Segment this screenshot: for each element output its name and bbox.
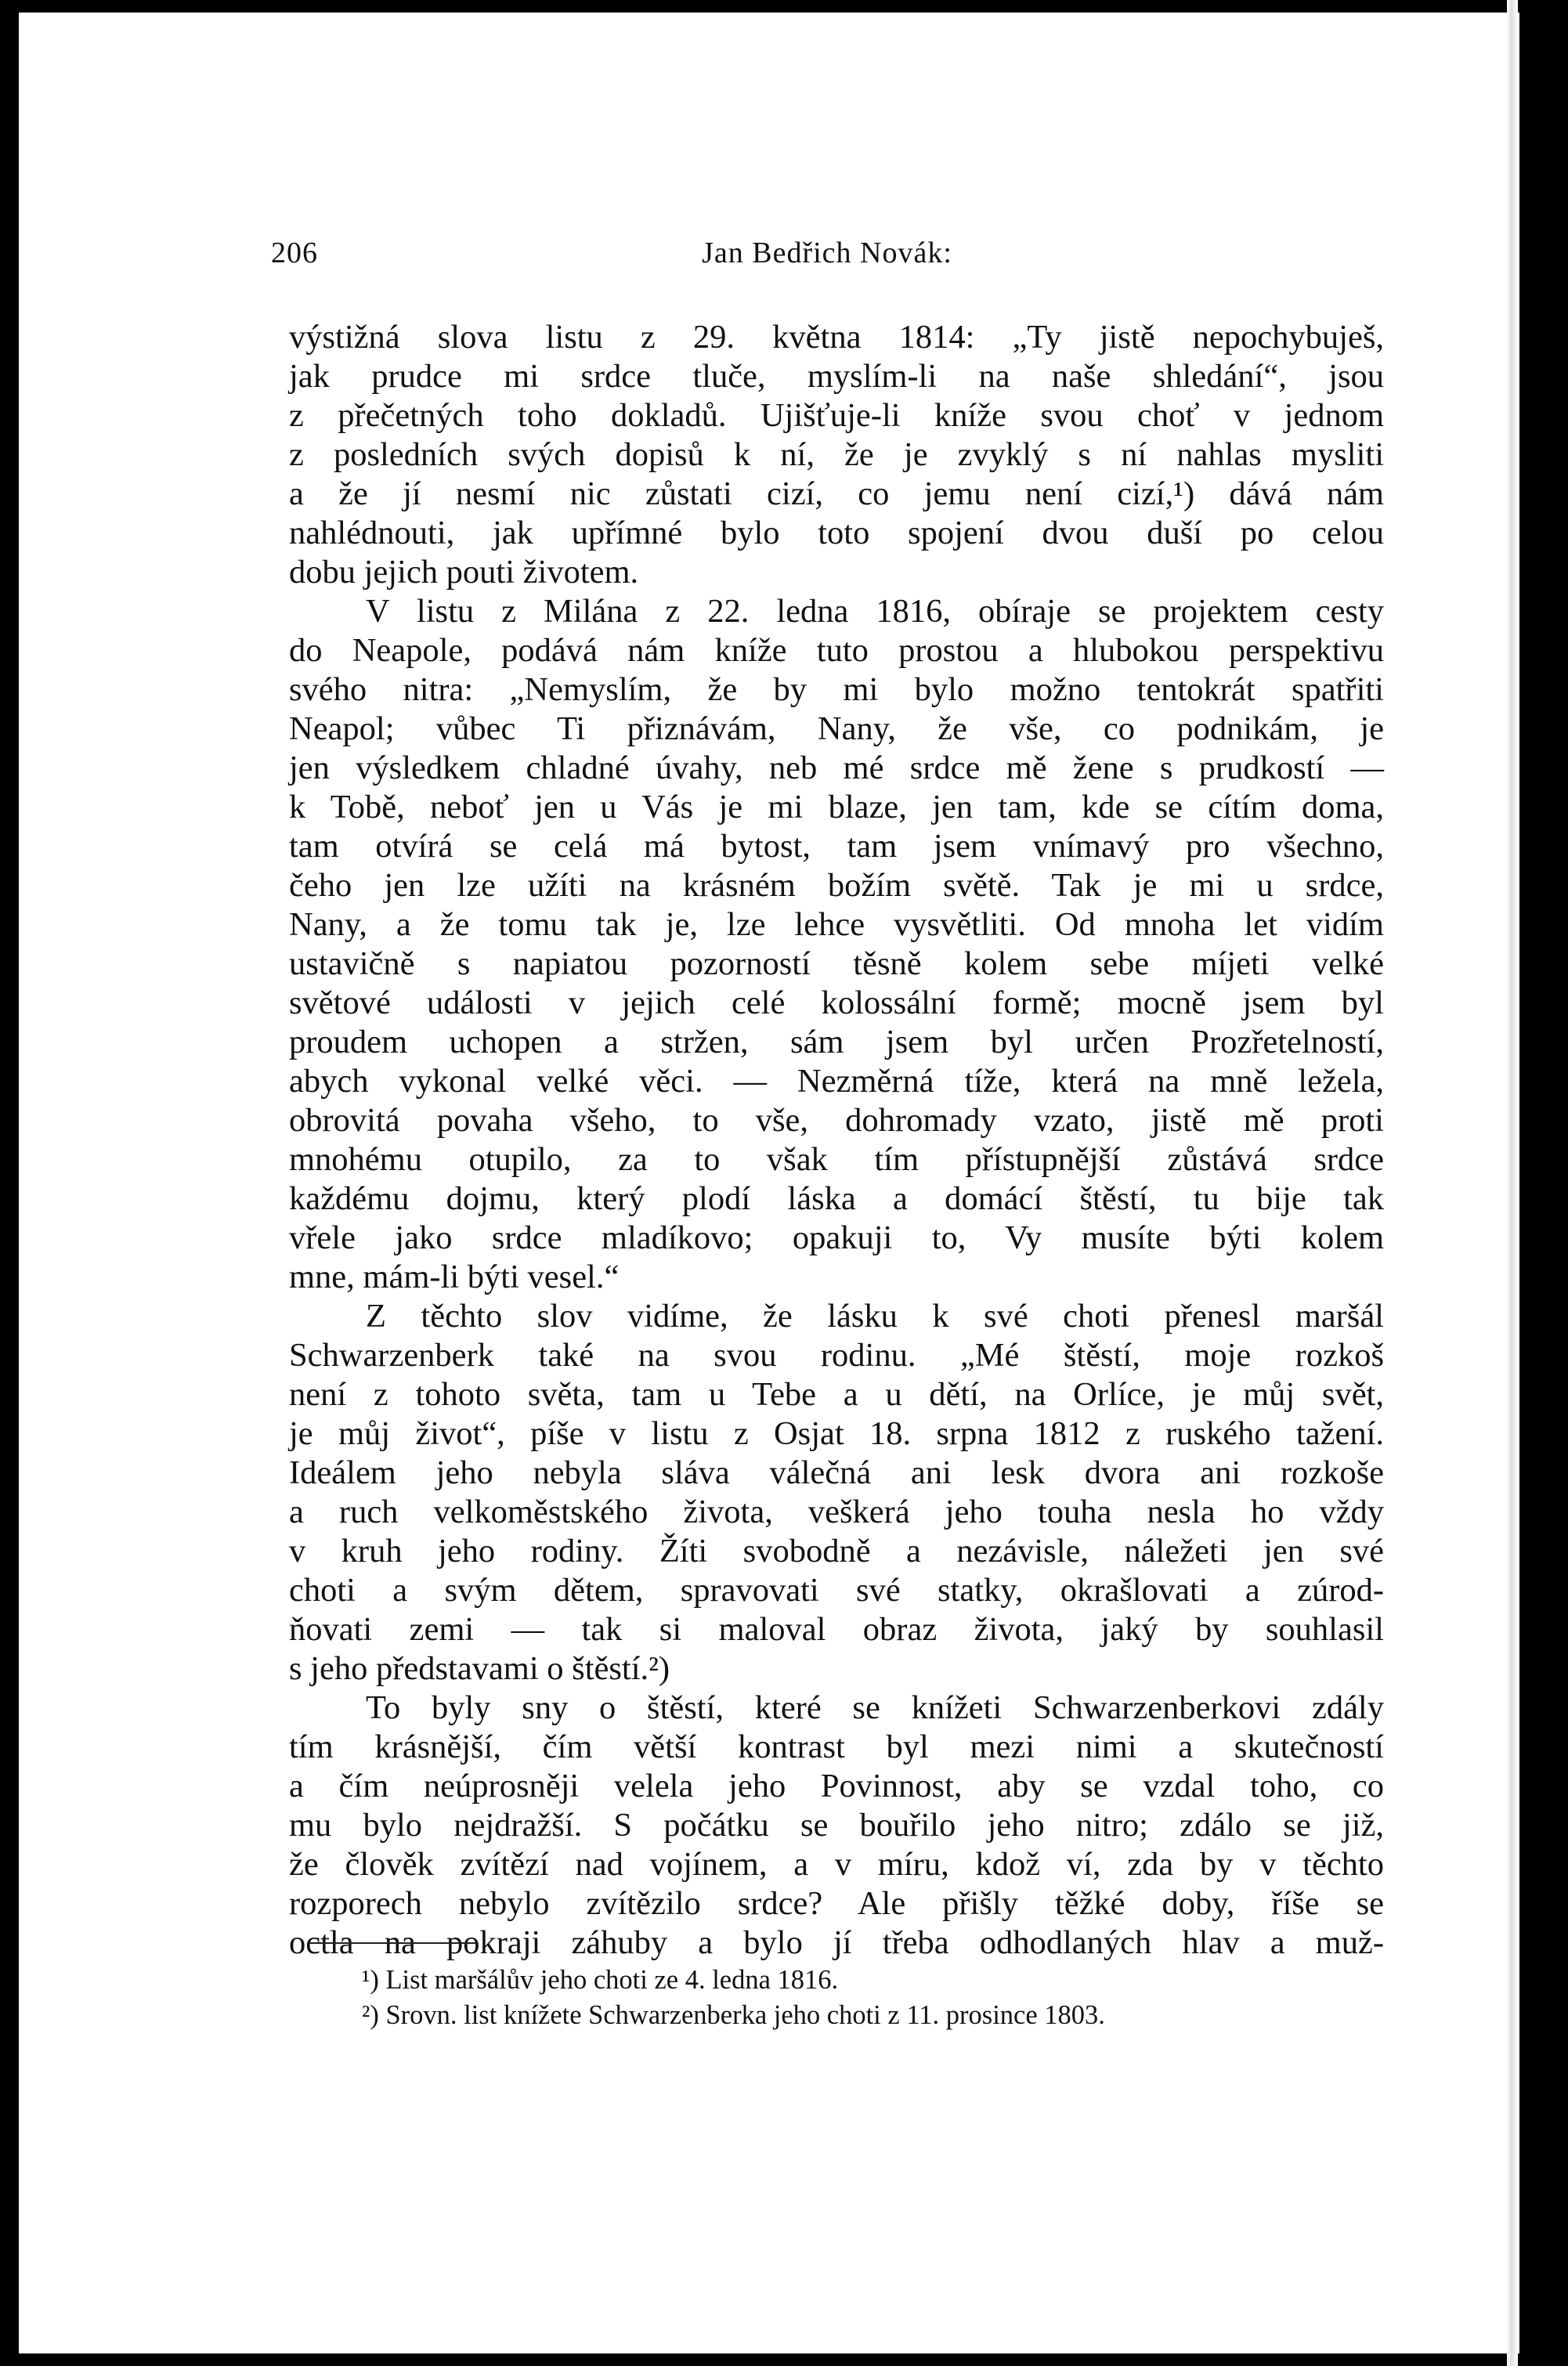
text-line: tam otvírá se celá má bytost, tam jsem vnímavý pro všechno, <box>289 828 1384 865</box>
text-line: ustavičně s napiatou pozorností těsně kolem sebe míjeti velké <box>289 945 1384 982</box>
text-line: dobu jejich pouti životem. <box>289 554 639 591</box>
text-line: světové události v jejich celé kolossální formě; mocně jsem byl <box>289 984 1384 1021</box>
text-line: obrovitá povaha všeho, to vše, dohromady vzato, jistě mě proti <box>289 1102 1384 1139</box>
footnote-divider <box>309 1942 477 1944</box>
text-line: choti a svým dětem, spravovati své statky, okrašlovati a zúrod- <box>289 1572 1384 1609</box>
text-line: v kruh jeho rodiny. Žíti svobodně a nezávisle, náležeti jen své <box>289 1533 1384 1570</box>
text-line: Ideálem jeho nebyla sláva válečná ani lesk dvora ani rozkoše <box>289 1454 1384 1491</box>
text-line: Neapol; vůbec Ti přiznávám, Nany, že vše, co podnikám, je <box>289 710 1384 747</box>
page-spine-edge <box>1507 0 1518 2366</box>
text-line: tím krásnější, čím větší kontrast byl mezi nimi a skutečností <box>289 1728 1384 1765</box>
body-text <box>289 318 1384 1963</box>
scan-border <box>1519 0 1568 2366</box>
paragraph-start-line: Z těchto slov vidíme, že lásku k své choti přenesl maršál <box>366 1298 1384 1335</box>
text-line: je můj život“, píše v listu z Osjat 18. srpna 1812 z ruského tažení. <box>289 1415 1384 1452</box>
text-line: proudem uchopen a stržen, sám jsem byl určen Prozřetelností, <box>289 1024 1384 1060</box>
text-line: ňovati zemi — tak si maloval obraz života, jaký by souhlasil <box>289 1611 1384 1648</box>
page-header <box>271 236 1383 283</box>
text-line: a čím neúprosněji velela jeho Povinnost, aby se vzdal toho, co <box>289 1768 1384 1804</box>
text-line: z posledních svých dopisů k ní, že je zvyklý s ní nahlas mysliti <box>289 436 1384 473</box>
footnote-1: ¹) List maršálův jeho choti ze 4. ledna 1816. <box>362 1965 839 1995</box>
text-line: nahlédnouti, jak upřímné bylo toto spojení dvou duší po celou <box>289 515 1384 551</box>
text-line: mnohému otupilo, za to však tím přístupnější zůstává srdce <box>289 1141 1384 1178</box>
text-line: mne, mám-li býti vesel.“ <box>289 1259 620 1295</box>
paragraph-start-line: To byly sny o štěstí, které se knížeti Schwarzenberkovi zdály <box>366 1689 1384 1726</box>
text-line: Schwarzenberk také na svou rodinu. „Mé štěstí, moje rozkoš <box>289 1337 1384 1374</box>
text-line: do Neapole, podává nám kníže tuto prostou a hlubokou perspektivu <box>289 632 1384 669</box>
page-number: 206 <box>271 237 318 269</box>
text-line: octla na pokraji záhuby a bylo jí třeba odhodlaných hlav a muž- <box>289 1924 1384 1961</box>
text-line: k Tobě, neboť jen u Vás je mi blaze, jen tam, kde se cítím doma, <box>289 789 1384 825</box>
text-line: vřele jako srdce mladíkovo; opakuji to, Vy musíte býti kolem <box>289 1219 1384 1256</box>
text-line: každému dojmu, který plodí láska a domácí štěstí, tu bije tak <box>289 1180 1384 1217</box>
text-line: výstižná slova listu z 29. května 1814: „Ty jistě nepochybuješ, <box>289 319 1384 356</box>
text-line: svého nitra: „Nemyslím, že by mi bylo možno tentokrát spatřiti <box>289 671 1384 708</box>
text-line: abych vykonal velké věci. — Nezměrná tíže, která na mně ležela, <box>289 1063 1384 1100</box>
paragraph-start-line: V listu z Milána z 22. ledna 1816, obíraje se projektem cesty <box>366 593 1384 630</box>
text-line: z přečetných toho dokladů. Ujišťuje-li kníže svou choť v jednom <box>289 397 1384 434</box>
text-line: není z tohoto světa, tam u Tebe a u dětí, na Orlíce, je můj svět, <box>289 1376 1384 1413</box>
text-line: a ruch velkoměstského života, veškerá jeho touha nesla ho vždy <box>289 1494 1384 1530</box>
footnote-2: ²) Srovn. list knížete Schwarzenberka jeho choti z 11. prosince 1803. <box>362 2000 1105 2030</box>
text-line: Nany, a že tomu tak je, lze lehce vysvětliti. Od mnoha let vidím <box>289 906 1384 943</box>
text-line: jak prudce mi srdce tluče, myslím-li na naše shledání“, jsou <box>289 358 1384 395</box>
footnotes <box>362 1963 1411 2033</box>
text-line: že člověk zvítězí nad vojínem, a v míru, kdož ví, zda by v těchto <box>289 1846 1384 1883</box>
book-page <box>19 13 1519 2353</box>
text-line: jen výsledkem chladné úvahy, neb mé srdce mě žene s prudkostí — <box>289 750 1384 786</box>
text-line: a že jí nesmí nic zůstati cizí, co jemu není cizí,¹) dává nám <box>289 475 1384 512</box>
text-line: rozporech nebylo zvítězilo srdce? Ale přišly těžké doby, říše se <box>289 1885 1384 1922</box>
running-head: Jan Bedřich Novák: <box>702 237 952 269</box>
text-line: čeho jen lze užíti na krásném božím světě. Tak je mi u srdce, <box>289 867 1384 904</box>
text-line: s jeho představami o štěstí.²) <box>289 1650 670 1687</box>
text-line: mu bylo nejdražší. S počátku se bouřilo jeho nitro; zdálo se již, <box>289 1807 1384 1844</box>
